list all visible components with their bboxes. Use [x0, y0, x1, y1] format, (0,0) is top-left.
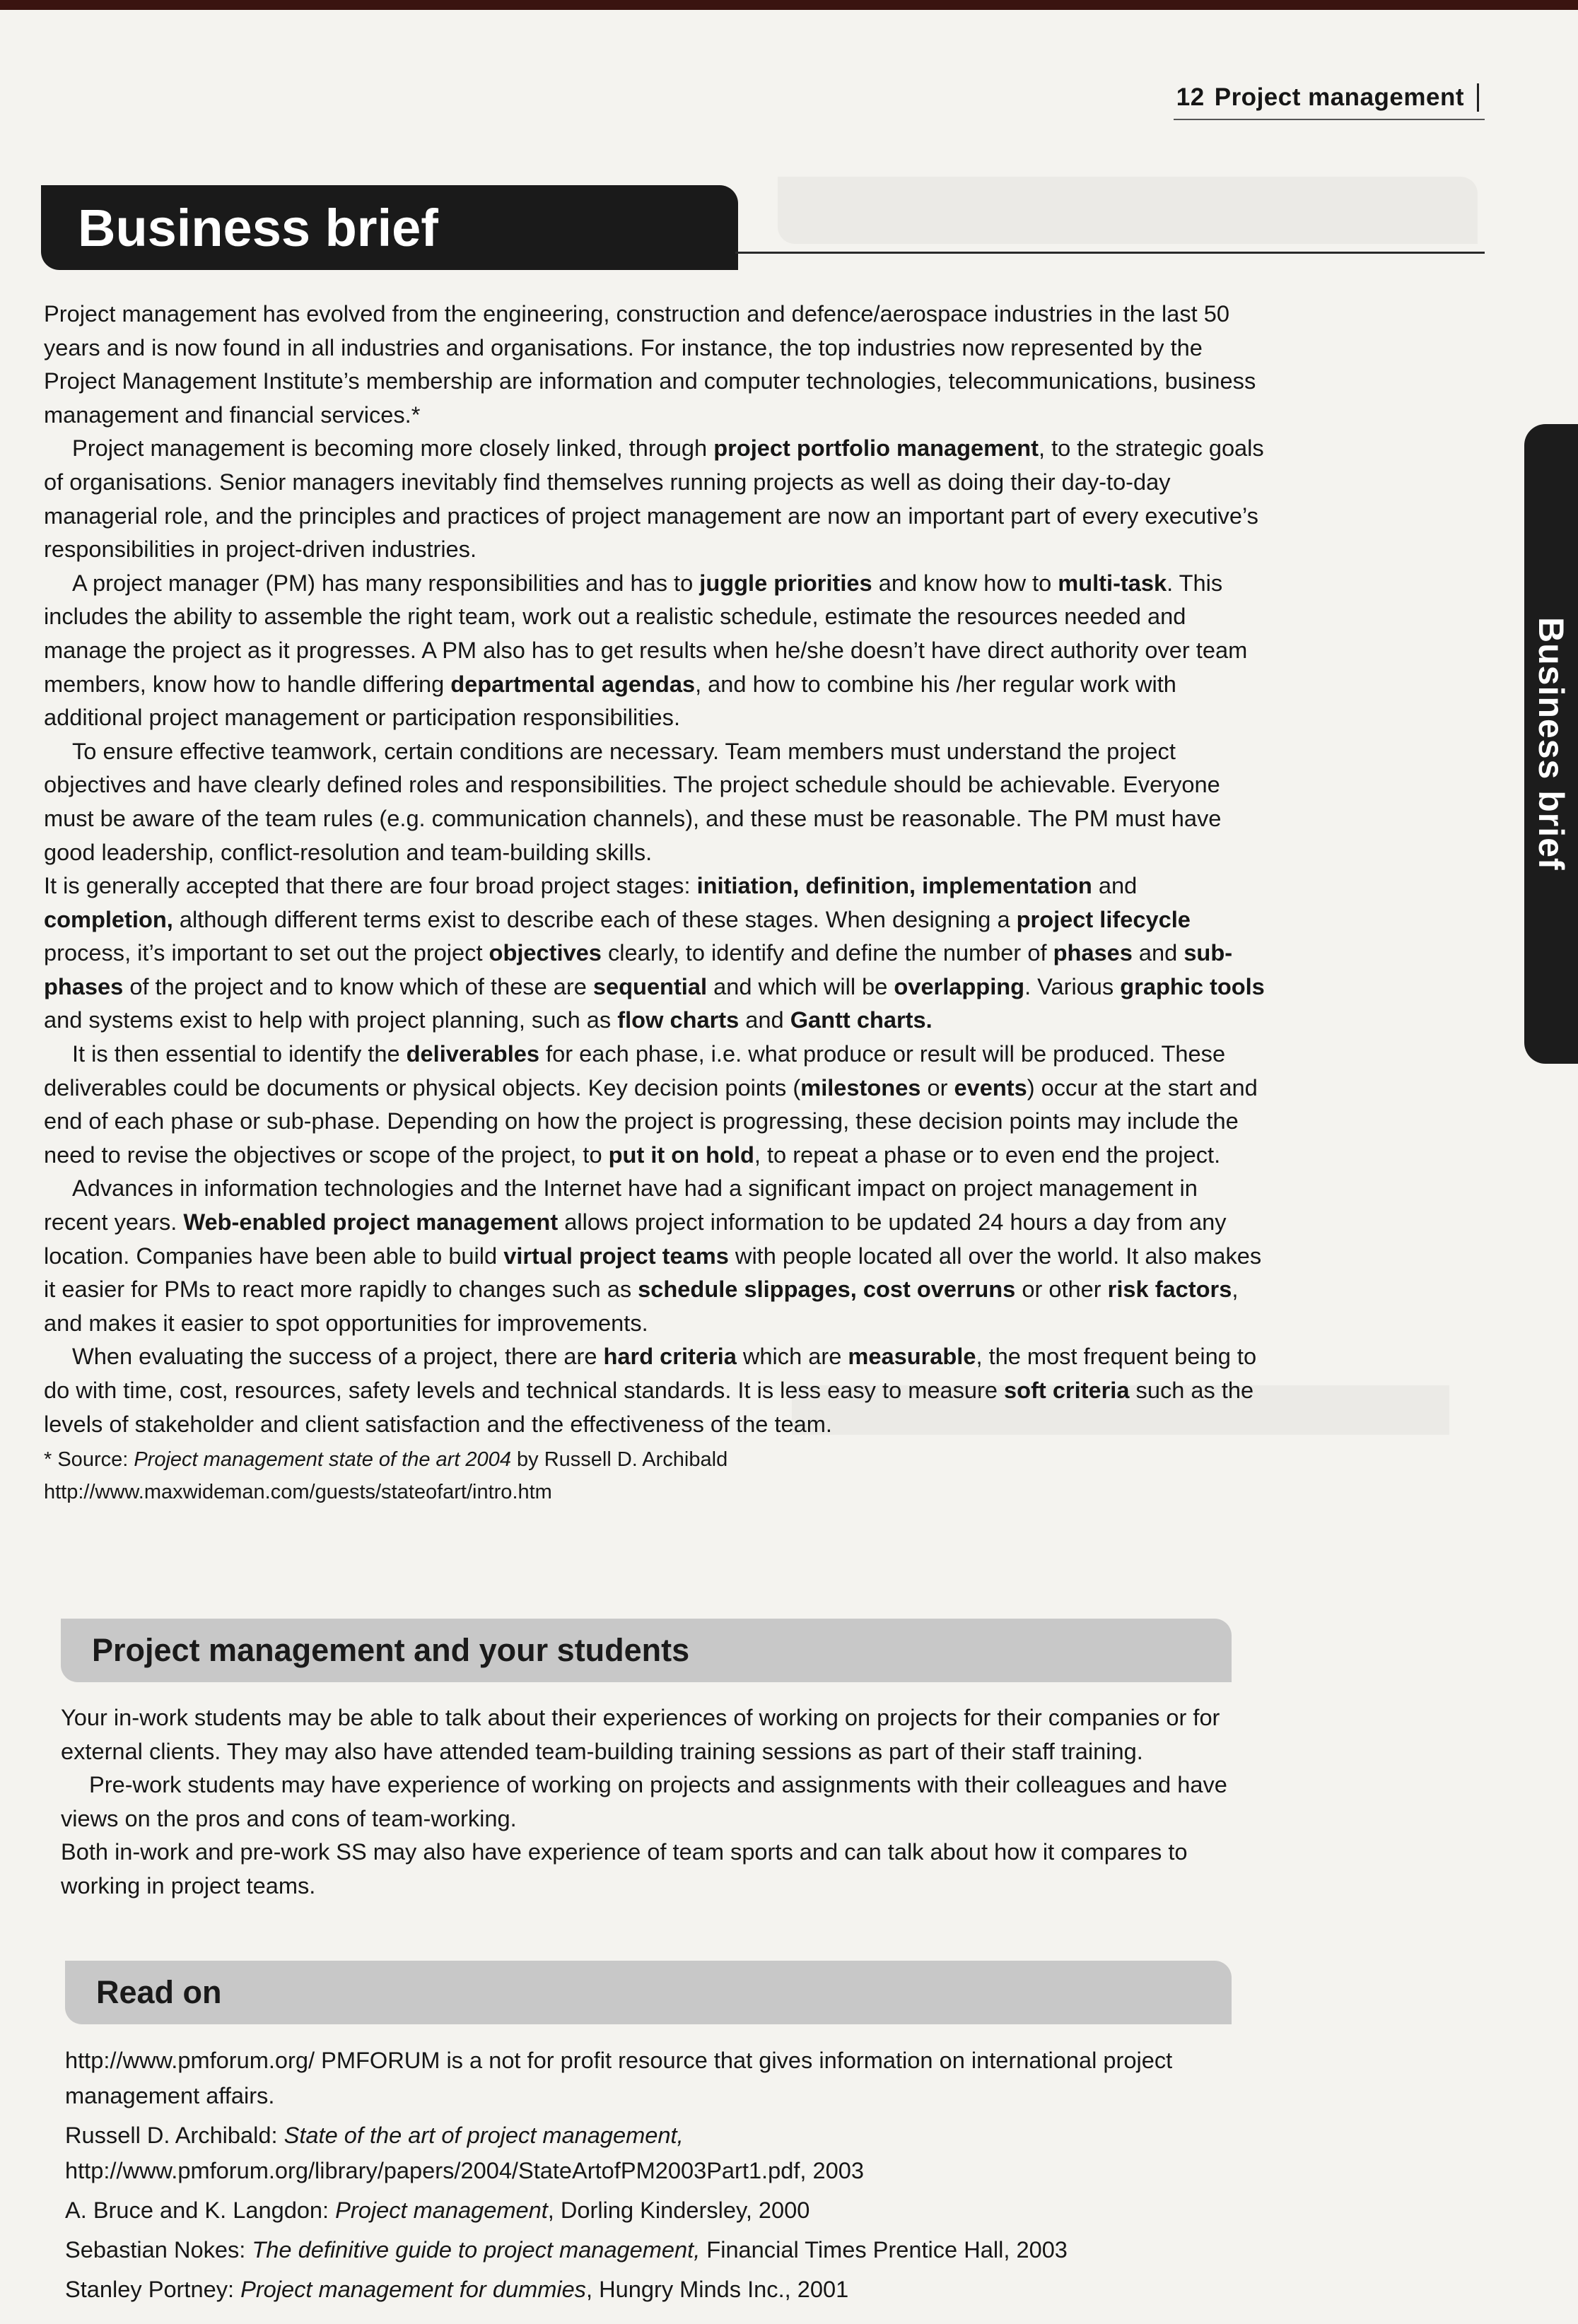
- key-term: deliverables: [406, 1040, 539, 1067]
- key-term: graphic tools: [1120, 973, 1265, 999]
- paragraph-text: , the most frequent being to do with time, cost, resources, safety levels and technical standards. It is less easy to measure: [44, 1343, 1257, 1403]
- paragraph-text: Project management is becoming more closely linked, through: [72, 435, 714, 462]
- paragraph-text: or: [920, 1074, 954, 1101]
- key-term: milestones: [800, 1074, 921, 1101]
- students-paragraph: Both in-work and pre-work SS may also have experience of team sports and can talk about how it compares to working in project teams.: [61, 1838, 1188, 1898]
- paragraph-text: , and how to combine his /her regular work with additional project management or participation responsibilities.: [44, 670, 1176, 731]
- paragraph-text: A project manager (PM) has many responsibilities and has to: [72, 569, 700, 596]
- paragraph-text: process, it’s important to set out the project: [44, 939, 489, 966]
- key-term: flow charts: [617, 1007, 740, 1033]
- students-paragraph: Pre-work students may have experience of working on projects and assignments with their colleagues and have views on the pros and cons of team-working.: [61, 1771, 1227, 1831]
- reference-item: [65, 2232, 1271, 2267]
- body-paragraph: [44, 1171, 1267, 1339]
- paragraph-text: . Various: [1024, 973, 1121, 999]
- key-term: project lifecycle: [1016, 905, 1191, 932]
- key-term: soft criteria: [1004, 1377, 1130, 1403]
- body-paragraph: [44, 869, 1267, 1037]
- reference-item: [65, 2043, 1271, 2113]
- side-tab-label: Business brief: [1531, 617, 1571, 871]
- running-head: [1176, 83, 1479, 112]
- reference-title: Project management for dummies: [240, 2276, 586, 2302]
- footnote-url: http://www.maxwideman.com/guests/stateofart/intro.htm: [44, 1481, 552, 1504]
- key-term: objectives: [489, 939, 602, 966]
- reference-author: Stanley Portney:: [65, 2276, 241, 2302]
- paragraph-text: When evaluating the success of a project, there are: [72, 1343, 604, 1370]
- paragraph-text: and: [1132, 939, 1184, 966]
- footnote: [44, 1443, 1267, 1508]
- reference-title: State of the art of project management,: [284, 2122, 684, 2148]
- paragraph-text: which are: [736, 1343, 848, 1370]
- footnote-author: by Russell D. Archibald: [510, 1448, 728, 1472]
- paragraph-text: Advances in information technologies and the Internet have had a significant impact on project management in recent years.: [44, 1175, 1198, 1236]
- body-paragraph: [44, 734, 1267, 869]
- students-body: [61, 1701, 1271, 1903]
- key-term: sub-phases: [44, 939, 1233, 999]
- paragraph-text: or other: [1015, 1276, 1108, 1303]
- key-term: phases: [1053, 939, 1133, 966]
- footnote-prefix: * Source:: [44, 1448, 134, 1472]
- key-term: events: [954, 1074, 1027, 1101]
- reference-item: [65, 2118, 1271, 2188]
- paragraph-text: and: [1092, 872, 1138, 899]
- running-head-section: Project management: [1214, 83, 1464, 111]
- title-block: [41, 185, 738, 270]
- paragraph-text: , to the strategic goals of organisations. Senior managers inevitably find themselves running projects as well as doing their day-to-day managerial role, and the principles and practices of project management are now an important part of every executive’s responsibilities in project-driven industries.: [44, 435, 1264, 563]
- reference-title: The definitive guide to project management,: [252, 2236, 701, 2263]
- paragraph-text: and know how to: [872, 569, 1058, 596]
- page-number: 12: [1176, 83, 1205, 111]
- paragraph-text: , to repeat a phase or to even end the project.: [754, 1141, 1221, 1168]
- section-heading-students: [61, 1619, 1232, 1682]
- body-paragraph: [44, 297, 1267, 431]
- body-paragraph: [44, 1037, 1267, 1171]
- key-term: sequential: [592, 973, 708, 999]
- paragraph-text: , and makes it easier to spot opportunities for improvements.: [44, 1276, 1239, 1336]
- paragraph-text: and which will be: [707, 973, 894, 999]
- reference-details: Financial Times Prentice Hall, 2003: [700, 2236, 1068, 2263]
- read-on-refs: [65, 2043, 1271, 2311]
- paragraph-text: for each phase, i.e. what produce or result will be produced. These deliverables could be documents or physical objects. Key decision points (: [44, 1040, 1226, 1101]
- show-through-heading: [778, 177, 1478, 244]
- reference-details: , Dorling Kindersley, 2000: [547, 2197, 810, 2223]
- reference-title: Project management: [335, 2197, 548, 2223]
- reference-details: http://www.pmforum.org/library/papers/2004/StateArtofPM2003Part1.pdf, 2003: [65, 2157, 864, 2183]
- body-paragraph: [44, 431, 1267, 565]
- footnote-title: Project management state of the art 2004: [134, 1448, 511, 1472]
- reference-item: [65, 2272, 1271, 2307]
- reference-author: A. Bruce and K. Langdon:: [65, 2197, 336, 2223]
- paragraph-text: allows project information to be updated 24 hours a day from any location. Companies have been able to build: [44, 1209, 1227, 1269]
- paragraph-text: . This includes the ability to assemble the right team, work out a realistic schedule, estimate the resources needed and manage the project as it progresses. A PM also has to get results when he/she doesn’t have direct authority over team members, know how to handle differing: [44, 569, 1248, 697]
- reference-item: [65, 2193, 1271, 2228]
- key-term: hard criteria: [603, 1343, 737, 1370]
- students-heading: Project management and your students: [92, 1632, 690, 1668]
- key-term: virtual project teams: [503, 1242, 729, 1269]
- key-term: project portfolio management: [713, 435, 1039, 462]
- key-term: Gantt charts.: [790, 1007, 933, 1033]
- body-paragraph: [44, 1339, 1267, 1440]
- body-paragraphs: [44, 297, 1267, 1440]
- key-term: departmental agendas: [450, 670, 696, 697]
- side-tab: [1524, 424, 1578, 1064]
- paragraph-text: although different terms exist to describe each of these stages. When designing a: [173, 905, 1017, 932]
- paragraph-text: with people located all over the world. It also makes it easier for PMs to react more rapidly to changes such as: [44, 1242, 1262, 1303]
- key-term: overlapping: [894, 973, 1025, 999]
- title-rule: [735, 252, 1485, 254]
- body-paragraph: [44, 566, 1267, 734]
- key-term: measurable: [848, 1343, 976, 1370]
- reference-author: http://www.pmforum.org/ PMFORUM is a not for profit resource that gives information on international project management affairs.: [65, 2047, 1173, 2108]
- paragraph-text: such as the levels of stakeholder and client satisfaction and the effectiveness of the team.: [44, 1377, 1254, 1437]
- key-term: initiation, definition, implementation: [696, 872, 1092, 899]
- read-on-heading: Read on: [96, 1974, 222, 2010]
- main-body: [44, 297, 1267, 1508]
- key-term: juggle priorities: [699, 569, 872, 596]
- paragraph-text: of the project and to know which of these are: [123, 973, 593, 999]
- paragraph-text: and systems exist to help with project planning, such as: [44, 1007, 618, 1033]
- key-term: Web-enabled project management: [183, 1209, 559, 1236]
- paragraph-text: clearly, to identify and define the number of: [601, 939, 1053, 966]
- reference-author: Russell D. Archibald:: [65, 2122, 284, 2148]
- key-term: put it on hold: [608, 1141, 754, 1168]
- key-term: schedule slippages, cost overruns: [638, 1276, 1016, 1303]
- key-term: completion,: [44, 905, 173, 932]
- paragraph-text: It is generally accepted that there are four broad project stages:: [44, 872, 697, 899]
- key-term: multi-task: [1058, 569, 1167, 596]
- paragraph-text: To ensure effective teamwork, certain conditions are necessary. Team members must understand the project objectives and have clearly defined roles and responsibilities. The project schedule should be achievable. Everyone must be aware of the team rules (e.g. communication channels), and these must be reasonable. The PM must have good leadership, conflict-resolution and team-building skills.: [44, 737, 1222, 865]
- section-heading-read-on: [65, 1961, 1232, 2024]
- paragraph-text: ) occur at the start and end of each phase or sub-phase. Depending on how the project is progressing, these decision points may include the need to revise the objectives or scope of the project, to: [44, 1074, 1258, 1168]
- paragraph-text: Project management has evolved from the engineering, construction and defence/aerospace industries in the last 50 years and is now found in all industries and organisations. For instance, the top industries now represented by the Project Management Institute’s membership are information and computer technologies, telecommunications, business management and financial services.*: [44, 300, 1256, 428]
- running-head-rule: [1174, 119, 1485, 120]
- reference-details: , Hungry Minds Inc., 2001: [585, 2276, 849, 2302]
- page-title: Business brief: [78, 198, 438, 257]
- students-paragraph: Your in-work students may be able to talk about their experiences of working on projects for their companies or for external clients. They may also have attended team-building training sessions as part of their staff training.: [61, 1704, 1220, 1764]
- reference-author: Sebastian Nokes:: [65, 2236, 252, 2263]
- page-top-edge: [0, 0, 1578, 10]
- paragraph-text: It is then essential to identify the: [72, 1040, 407, 1067]
- paragraph-text: and: [739, 1007, 790, 1033]
- key-term: risk factors: [1107, 1276, 1232, 1303]
